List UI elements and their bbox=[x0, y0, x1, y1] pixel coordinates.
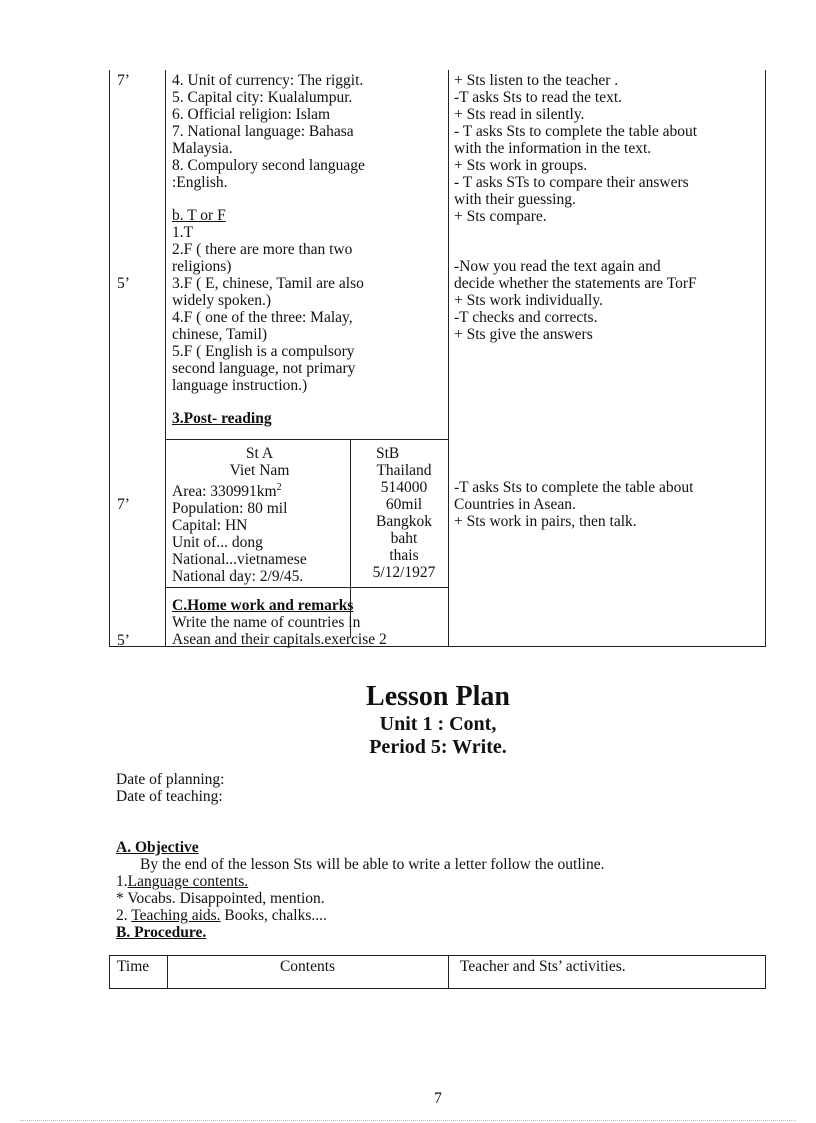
time-mark: 5’ bbox=[117, 275, 130, 292]
teaching-aids-text: Books, chalks.... bbox=[220, 907, 327, 924]
table-border-top bbox=[109, 955, 766, 956]
list-item: Bangkok bbox=[376, 513, 432, 530]
list-item: widely spoken.) bbox=[172, 292, 272, 309]
list-item: National...vietnamese bbox=[172, 551, 307, 569]
page-bottom-rule bbox=[20, 1120, 796, 1121]
student-a-area bbox=[172, 479, 347, 500]
item-number: 2. bbox=[116, 907, 132, 924]
student-a-column bbox=[172, 445, 347, 585]
list-item: Asean and their capitals.exercise 2 bbox=[172, 631, 387, 648]
list-item: religions) bbox=[172, 258, 232, 275]
list-item: + Sts give the answers bbox=[454, 326, 593, 343]
list-item: thais bbox=[389, 547, 419, 564]
objective-intro: By the end of the lesson Sts will be able to write a letter follow the outline. bbox=[140, 856, 605, 873]
table-border-col2 bbox=[448, 955, 449, 989]
list-item: 3.F ( E, chinese, Tamil are also bbox=[172, 275, 364, 292]
homework-heading: C.Home work and remarks bbox=[172, 597, 354, 614]
country-info-list bbox=[172, 72, 365, 191]
list-item: National day: 2/9/45. bbox=[172, 568, 304, 586]
homework-text bbox=[172, 614, 387, 648]
subtable-top-line bbox=[165, 439, 449, 440]
list-item: language instruction.) bbox=[172, 377, 308, 394]
list-item: Unit of... dong bbox=[172, 534, 263, 552]
list-item: Capital: HN bbox=[172, 517, 248, 535]
list-item: 514000 bbox=[380, 479, 428, 496]
column-header-contents: Contents bbox=[279, 958, 336, 975]
list-item: - T asks STs to compare their answers bbox=[454, 174, 689, 191]
table-border-col2 bbox=[448, 70, 449, 647]
subtable-bottom-line bbox=[165, 587, 449, 588]
list-item: 7. National language: Bahasa bbox=[172, 123, 354, 140]
column-header-time: Time bbox=[117, 958, 150, 975]
language-contents-heading: Language contents. bbox=[127, 873, 249, 890]
student-a-country: Viet Nam bbox=[229, 462, 290, 479]
activities-block-3 bbox=[454, 479, 694, 530]
list-item: second language, not primary bbox=[172, 360, 356, 377]
list-item: 4.F ( one of the three: Malay, bbox=[172, 309, 353, 326]
list-item: 5. Capital city: Kualalumpur. bbox=[172, 89, 353, 106]
list-item: with the information in the text. bbox=[454, 140, 652, 157]
list-item: Thailand bbox=[376, 462, 432, 479]
list-item: 1.T bbox=[172, 224, 194, 241]
lesson-header bbox=[0, 681, 816, 759]
column-header-activities: Teacher and Sts’ activities. bbox=[460, 958, 626, 975]
list-item: 5.F ( English is a compulsory bbox=[172, 343, 355, 360]
post-reading-heading: 3.Post- reading bbox=[172, 410, 272, 427]
date-of-planning: Date of planning: bbox=[116, 771, 225, 788]
list-item: 2.F ( there are more than two bbox=[172, 241, 353, 258]
list-item: 6. Official religion: Islam bbox=[172, 106, 331, 123]
list-item: -T asks Sts to complete the table about bbox=[454, 479, 694, 496]
table-border-col1 bbox=[165, 70, 166, 647]
list-item: chinese, Tamil) bbox=[172, 326, 268, 343]
list-item: 5/12/1927 bbox=[372, 564, 436, 581]
list-item: decide whether the statements are TorF bbox=[454, 275, 697, 292]
list-item: -T checks and corrects. bbox=[454, 309, 598, 326]
list-item: baht bbox=[390, 530, 418, 547]
table-border-right bbox=[765, 955, 766, 989]
list-item: 60mil bbox=[385, 496, 423, 513]
list-item: + Sts work in pairs, then talk. bbox=[454, 513, 637, 530]
objective-heading: A. Objective bbox=[116, 839, 199, 856]
period-subtitle: Period 5: Write. bbox=[369, 736, 507, 758]
student-a-label: St A bbox=[245, 445, 274, 462]
table-border-bottom bbox=[109, 988, 766, 989]
time-mark: 5’ bbox=[117, 632, 130, 649]
date-of-teaching: Date of teaching: bbox=[116, 788, 223, 805]
page-number: 7 bbox=[434, 1090, 442, 1107]
area-value: Area: 330991km bbox=[172, 483, 277, 501]
list-item: Write the name of countries in bbox=[172, 614, 361, 631]
list-item: 8. Compulory second language bbox=[172, 157, 365, 174]
tf-heading: b. T or F bbox=[172, 207, 226, 224]
table-border-left bbox=[109, 70, 110, 647]
time-mark: 7’ bbox=[117, 72, 130, 89]
list-item: Malaysia. bbox=[172, 140, 233, 157]
teaching-aids-line bbox=[116, 907, 327, 924]
student-b-label: StB bbox=[376, 445, 400, 462]
area-superscript: 2 bbox=[276, 482, 282, 493]
list-item: -T asks Sts to read the text. bbox=[454, 89, 623, 106]
unit-subtitle: Unit 1 : Cont, bbox=[379, 713, 497, 735]
teaching-aids-heading: Teaching aids. bbox=[131, 907, 221, 924]
table-border-right bbox=[765, 70, 766, 647]
table-border-left bbox=[109, 955, 110, 989]
list-item: :English. bbox=[172, 174, 228, 191]
list-item: + Sts read in silently. bbox=[454, 106, 585, 123]
time-mark: 7’ bbox=[117, 496, 130, 513]
activities-block-1 bbox=[454, 72, 697, 225]
activities-block-2 bbox=[454, 258, 697, 343]
list-item: with their guessing. bbox=[454, 191, 576, 208]
tf-answers-list bbox=[172, 224, 364, 394]
list-item: - T asks Sts to complete the table about bbox=[454, 123, 698, 140]
page-title: Lesson Plan bbox=[366, 681, 510, 712]
dates-block bbox=[116, 771, 224, 805]
list-item: -Now you read the text again and bbox=[454, 258, 661, 275]
student-b-column bbox=[362, 445, 446, 581]
list-item: + Sts work individually. bbox=[454, 292, 603, 309]
list-item: + Sts compare. bbox=[454, 208, 547, 225]
procedure-heading: B. Procedure. bbox=[116, 924, 207, 941]
list-item: 4. Unit of currency: The riggit. bbox=[172, 72, 364, 89]
language-contents-line bbox=[116, 873, 248, 890]
list-item: + Sts work in groups. bbox=[454, 157, 588, 174]
vocabs-line: * Vocabs. Disappointed, mention. bbox=[116, 890, 325, 907]
list-item: Population: 80 mil bbox=[172, 500, 288, 518]
item-number: 1. bbox=[116, 873, 128, 890]
list-item: + Sts listen to the teacher . bbox=[454, 72, 619, 89]
list-item: Countries in Asean. bbox=[454, 496, 576, 513]
